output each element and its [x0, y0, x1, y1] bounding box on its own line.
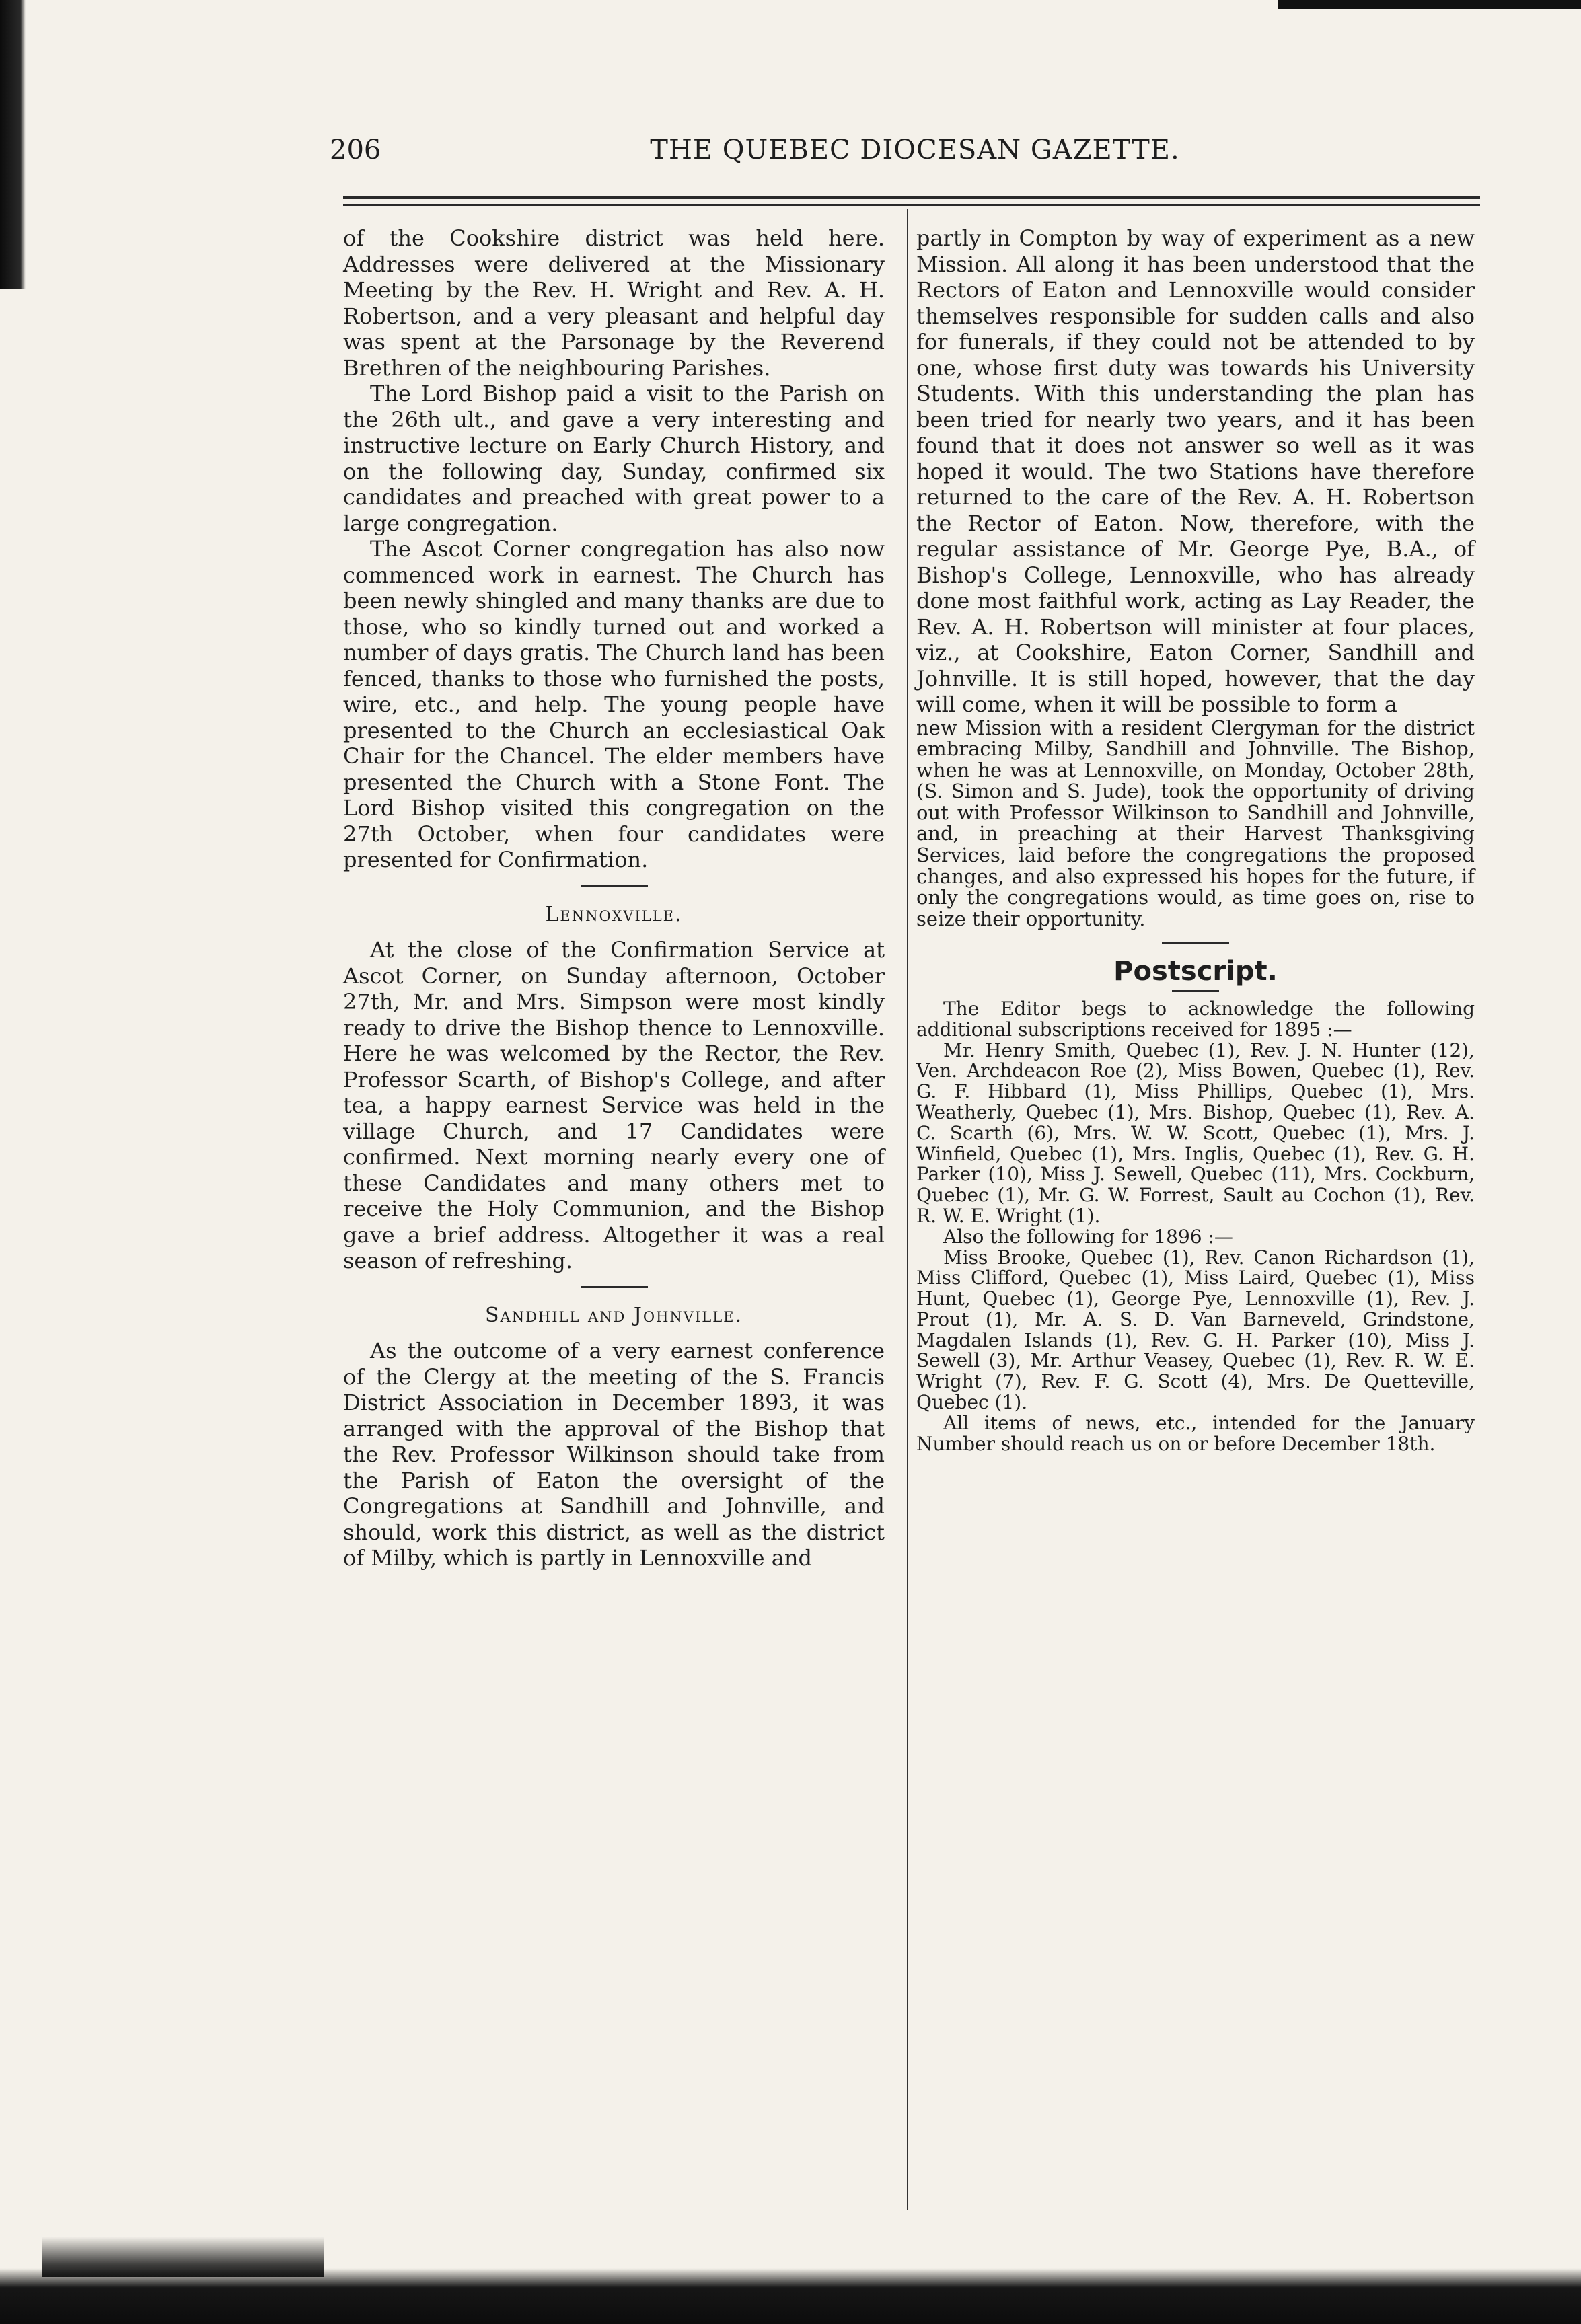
column-divider — [907, 209, 908, 2210]
sandhill-johnville-heading: Sandhill and Johnville. — [484, 1303, 743, 1327]
scan-border-left — [0, 0, 26, 289]
running-title: THE QUEBEC DIOCESAN GAZETTE. — [650, 135, 1180, 165]
header-rule-thick — [343, 196, 1480, 199]
section-divider — [581, 885, 648, 887]
left-column — [343, 225, 885, 1571]
news-deadline-notice: All items of news, etc., intended for the January Number should reach us on or before December 18th. — [916, 1411, 1475, 1455]
sandhill-johnville-paragraph: As the outcome of a very earnest conference of the Clergy at the meeting of the S. Francis District Association in December 1893, it was arranged with the approval of the Bishop that the Rev. Professor Wilkinson should take from the Parish of Eaton the oversight of the Congregations at Sandhill and Johnville, and should, work this district, as well as the district of Milby, which is partly in Lennoxville and — [343, 1338, 885, 1571]
subscriptions-1896-list: Miss Brooke, Quebec (1), Rev. Canon Richardson (1), Miss Clifford, Quebec (1), Miss Laird, Quebec (1), Miss Hunt, Quebec (1), George Pye, Lennoxville (1), Rev. J. Prout (1), Mr. A. S. D. Van Barneveld, Grindstone, Magdalen Islands (1), Rev. G. H. Parker (10), Miss J. Sewell (3), Mr. Arthur Veasey, Quebec (1), Rev. R. W. E. Wright (7), Rev. F. G. Scott (4), Mrs. De Quetteville, Quebec (1). — [916, 1246, 1475, 1414]
scan-border-top — [1278, 0, 1581, 9]
subscriptions-1896-intro: Also the following for 1896 :— — [943, 1225, 1233, 1248]
lennoxville-paragraph: At the close of the Confirmation Service at Ascot Corner, on Sunday afternoon, October 27th, Mr. and Mrs. Simpson were most kindly ready to drive the Bishop thence to Lennoxville. Here he was welcomed by the Rector, the Rev. Professor Scarth, of Bishop's College, and after tea, a happy earnest Service was held in the village Church, and 17 Candidates were confirmed. Next morning nearly every one of these Candidates and many others met to receive the Holy Communion, and the Bishop gave a brief address. Altogether it was a real season of refreshing. — [343, 937, 885, 1273]
compton-mission-paragraph: partly in Compton by way of experiment as a new Mission. All along it has been understood that the Rectors of Eaton and Lennoxville would consider themselves responsible for sudden calls and also for funerals, if they could not be attended to by one, whose first duty was towards his University Students. With this understanding the plan has been tried for nearly two years, and it has been found that it does not answer so well as it was hoped it would. The two Stations have therefore returned to the care of the Rev. A. H. Robertson the Rector of Eaton. Now, therefore, with the regular assistance of Mr. George Pye, B.A., of Bishop's College, Lennoxville, who has already done most faithful work, acting as Lay Reader, the Rev. A. H. Robertson will minister at four places, viz., at Cookshire, Eaton Corner, Sandhill and Johnville. It is still hoped, however, that the day will come, when it will be possible to form a — [916, 225, 1475, 717]
page-header — [330, 135, 1487, 175]
ascot-corner-paragraph: The Ascot Corner congregation has also now commenced work in earnest. The Church has been newly shingled and many thanks are due to those, who so kindly turned out and worked a number of days gratis. The Church land has been fenced, thanks to those who furnished the posts, wire, etc., and help. The young people have presented to the Church an ecclesiastical Oak Chair for the Chancel. The elder members have presented the Church with a Stone Font. The Lord Bishop visited this congregation on the 27th October, when four candidates were presented for Confirmation. — [343, 536, 885, 872]
scan-border-bottom — [0, 2268, 1581, 2324]
new-mission-paragraph: new Mission with a resident Clergyman for the district embracing Milby, Sandhill and Johnville. The Bishop, when he was at Lennoxville, on Monday, October 28th, (S. Simon and S. Jude), took the opportunity of driving out with Professor Wilkinson to Sandhill and Johnville, and, in preaching at their Harvest Thanksgiving Services, laid before the congregations the proposed changes, and also expressed his hopes for the future, if only the congregations would, as time goes on, rise to seize their opportunity. — [916, 716, 1475, 930]
bishop-visit-paragraph: The Lord Bishop paid a visit to the Parish on the 26th ult., and gave a very interesting and instructive lecture on Early Church History, and on the following day, Sunday, confirmed six candidates and preached with great power to a large congregation. — [343, 381, 885, 536]
section-divider — [581, 1286, 648, 1288]
header-rule-thin — [343, 204, 1480, 206]
section-divider — [1162, 942, 1229, 944]
section-divider — [1172, 990, 1219, 992]
editor-acknowledgement: The Editor begs to acknowledge the following additional subscriptions received for 1895 :— — [916, 997, 1475, 1041]
subscriptions-1895-list: Mr. Henry Smith, Quebec (1), Rev. J. N. Hunter (12), Ven. Archdeacon Roe (2), Miss Bowen, Quebec (1), Rev. G. F. Hibbard (1), Miss Phillips, Quebec (1), Mrs. Weatherly, Quebec (1), Mrs. Bishop, Quebec (1), Rev. A. C. Scarth (6), Mrs. W. W. Scott, Quebec (1), Mrs. J. Winfield, Quebec (1), Mrs. Inglis, Quebec (1), Rev. G. H. Parker (10), Miss J. Sewell, Quebec (11), Mrs. Cockburn, Quebec (1), Mr. G. W. Forrest, Sault au Cochon (1), Rev. R. W. E. Wright (1). — [916, 1039, 1475, 1227]
lennoxville-heading: Lennoxville. — [545, 902, 683, 926]
page-number: 206 — [330, 135, 381, 165]
right-column — [916, 225, 1475, 1454]
cookshire-paragraph: of the Cookshire district was held here. Addresses were delivered at the Missionary Meeting by the Rev. H. Wright and Rev. A. H. Robertson, and a very pleasant and helpful day was spent at the Parsonage by the Reverend Brethren of the neighbouring Parishes. — [343, 225, 885, 381]
postscript-heading: Postscript. — [1113, 956, 1278, 987]
